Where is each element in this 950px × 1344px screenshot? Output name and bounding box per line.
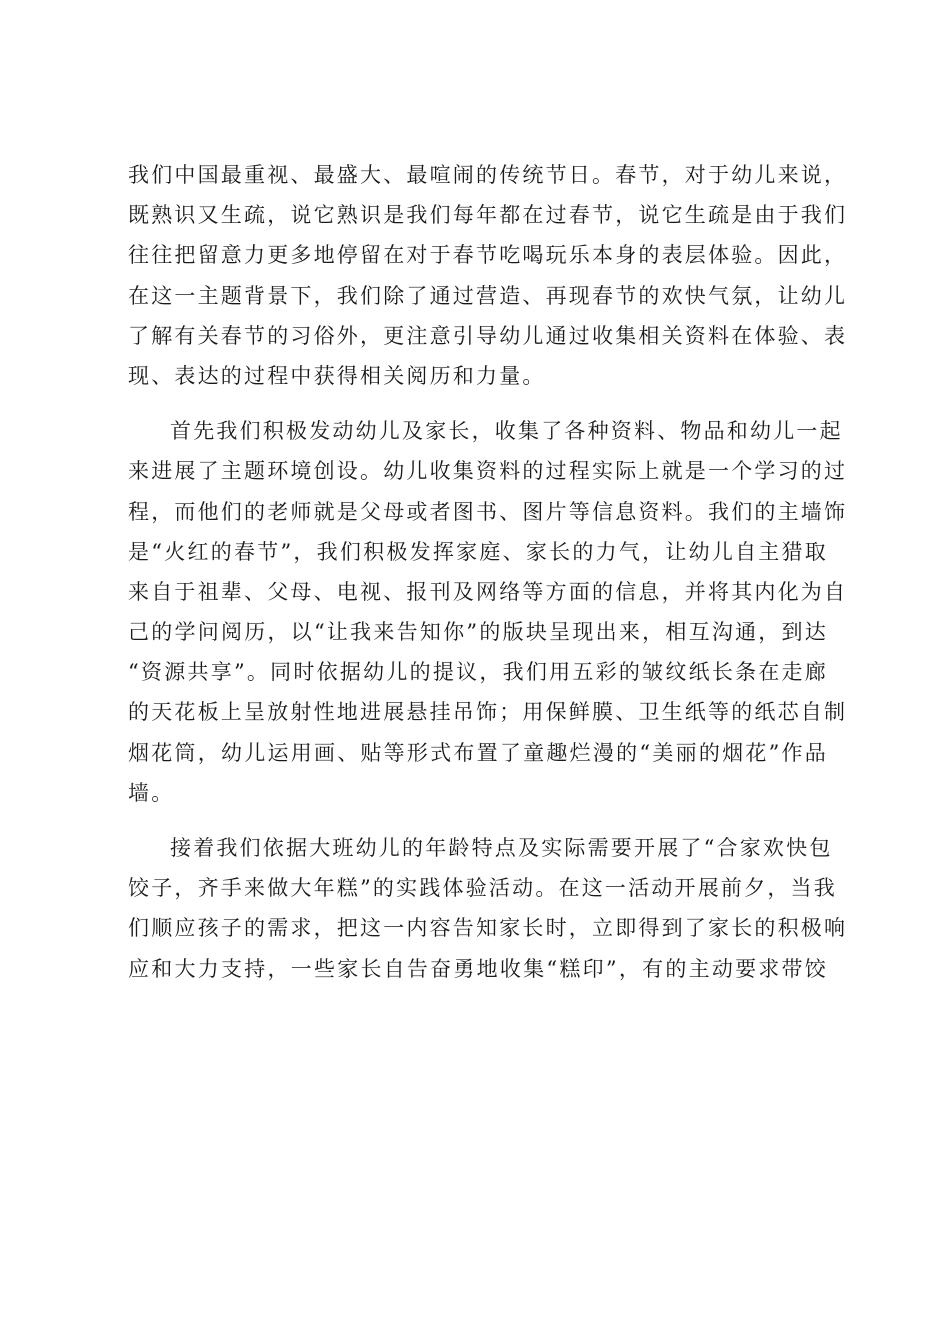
text-line: 了解有关春节的习俗外，更注意引导幼儿通过收集相关资料在体验、表 [128,323,848,348]
text-line: 首先我们积极发动幼儿及家长，收集了各种资料、物品和幼儿一起 [170,419,843,444]
text-line: 是“火红的春节”，我们积极发挥家庭、家长的力气，让幼儿自主猎取 [128,539,828,564]
text-line: 来自于祖辈、父母、电视、报刊及网络等方面的信息，并将其内化为自 [128,579,848,604]
paragraph-3 [128,828,848,989]
paragraph-1 [128,155,848,396]
text-line: 现、表达的过程中获得相关阅历和力量。 [128,363,546,388]
text-line: 接着我们依据大班幼儿的年龄特点及实际需要开展了“合家欢快包 [170,836,833,860]
text-line: 的天花板上呈放射性地进展悬挂吊饰；用保鲜膜、卫生纸等的纸芯自制 [128,700,848,725]
text-line: 我们中国最重视、最盛大、最喧闹的传统节日。春节，对于幼儿来说， [128,163,848,187]
text-line: 来进展了主题环境创设。幼儿收集资料的过程实际上就是一个学习的过 [128,459,848,484]
text-line: 们顺应孩子的需求，把这一内容告知家长时，立即得到了家长的积极响 [128,916,848,941]
text-line: 应和大力支持，一些家长自告奋勇地收集“糕印”，有的主动要求带饺 [128,956,828,981]
paragraph-2 [128,411,848,813]
text-line: 在这一主题背景下，我们除了通过营造、再现春节的欢快气氛，让幼儿 [128,283,848,308]
text-line: 程，而他们的老师就是父母或者图书、图片等信息资料。我们的主墙饰 [128,499,848,524]
text-line: 饺子，齐手来做大年糕”的实践体验活动。在这一活动开展前夕，当我 [128,876,837,901]
document-body [128,155,848,989]
text-line: 往往把留意力更多地停留在对于春节吃喝玩乐本身的表层体验。因此， [128,243,848,268]
text-line: 墙。 [128,780,175,805]
text-line: 既熟识又生疏，说它熟识是我们每年都在过春节，说它生疏是由于我们 [128,203,848,228]
text-line: 烟花筒，幼儿运用画、贴等形式布置了童趣烂漫的“美丽的烟花”作品 [128,740,828,765]
text-line: 己的学问阅历，以“让我来告知你”的版块呈现出来，相互沟通，到达 [128,620,828,645]
text-line: “资源共享”。同时依据幼儿的提议，我们用五彩的皱纹纸长条在走廊 [128,660,828,685]
